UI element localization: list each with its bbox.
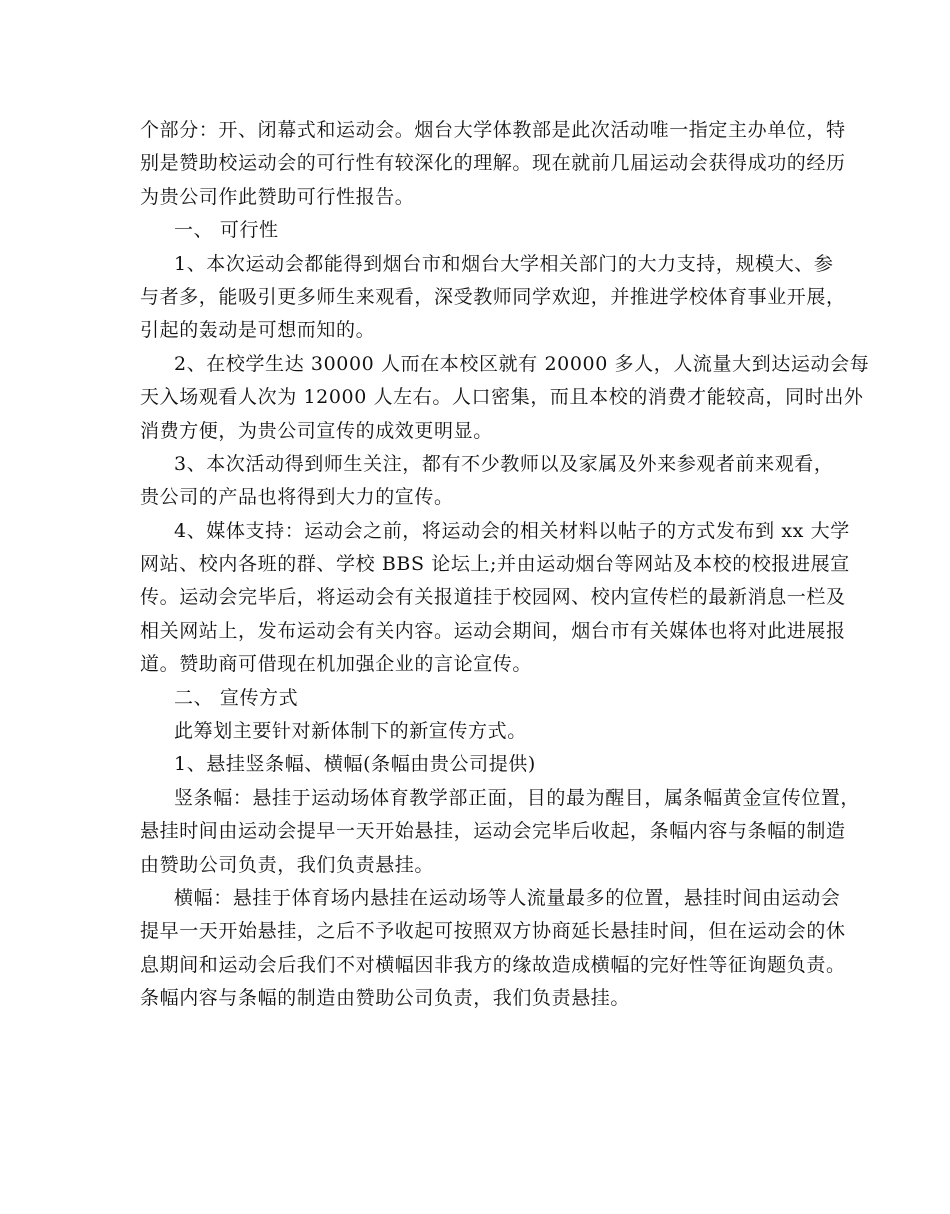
text-line: 1、悬挂竖条幅、横幅(条幅由贵公司提供): [174, 753, 536, 776]
text-line: 道。赞助商可借现在机加强企业的言论宣传。: [140, 653, 533, 676]
text-line: 与者多，能吸引更多师生来观看，深受教师同学欢迎，并推进学校体育事业开展，: [140, 285, 846, 308]
text-line: 2、在校学生达 30000 人而在本校区就有 20000 多人，人流量大到达运动会每: [174, 352, 870, 375]
text-line: 相关网站上，发布运动会有关内容。运动会期间，烟台市有关媒体也将对此进展报: [140, 619, 846, 642]
document-body: [140, 114, 870, 1016]
text-line: 传。运动会完毕后，将运动会有关报道挂于校园网、校内宣传栏的最新消息一栏及: [140, 586, 846, 609]
text-line: 此筹划主要针对新体制下的新宣传方式。: [174, 720, 527, 743]
text-line: 1、本次运动会都能得到烟台市和烟台大学相关部门的大力支持，规模大、参: [174, 252, 834, 275]
text-line: 条幅内容与条幅的制造由赞助公司负责，我们负责悬挂。: [140, 987, 631, 1010]
text-line: 个部分：开、闭幕式和运动会。烟台大学体教部是此次活动唯一指定主办单位，特: [140, 119, 846, 141]
text-line: 贵公司的产品也将得到大力的宣传。: [140, 486, 454, 509]
text-line: 天入场观看人次为 12000 人左右。人口密集，而且本校的消费才能较高，同时出外: [140, 386, 864, 409]
text-line: 消费方便，为贵公司宣传的成效更明显。: [140, 419, 493, 442]
text-line: 二、 宣传方式: [174, 686, 299, 709]
text-line: 为贵公司作此赞助可行性报告。: [140, 185, 415, 208]
text-line: 竖条幅：悬挂于运动场体育教学部正面，目的最为醒目，属条幅黄金宣传位置，: [174, 786, 861, 809]
text-line: 提早一天开始悬挂，之后不予收起可按照双方协商延长悬挂时间，但在运动会的休: [140, 920, 846, 943]
text-line: 横幅：悬挂于体育场内悬挂在运动场等人流量最多的位置，悬挂时间由运动会: [174, 886, 841, 909]
text-line: 3、本次活动得到师生关注，都有不少教师以及家属及外来参观者前来观看，: [174, 452, 834, 475]
text-line: 别是赞助校运动会的可行性有较深化的理解。现在就前几届运动会获得成功的经历: [140, 152, 846, 175]
text-line: 由赞助公司负责，我们负责悬挂。: [140, 853, 435, 876]
text-line: 一、 可行性: [174, 219, 279, 242]
text-line: 4、媒体支持：运动会之前，将运动会的相关材料以帖子的方式发布到 xx 大学: [174, 519, 850, 542]
text-line: 网站、校内各班的群、学校 BBS 论坛上;并由运动烟台等网站及本校的校报进展宣: [140, 553, 850, 576]
text-line: 悬挂时间由运动会提早一天开始悬挂，运动会完毕后收起，条幅内容与条幅的制造: [140, 820, 846, 843]
text-line: 息期间和运动会后我们不对横幅因非我方的缘故造成横幅的完好性等征询题负责。: [140, 953, 846, 976]
text-line: 引起的轰动是可想而知的。: [140, 319, 376, 342]
